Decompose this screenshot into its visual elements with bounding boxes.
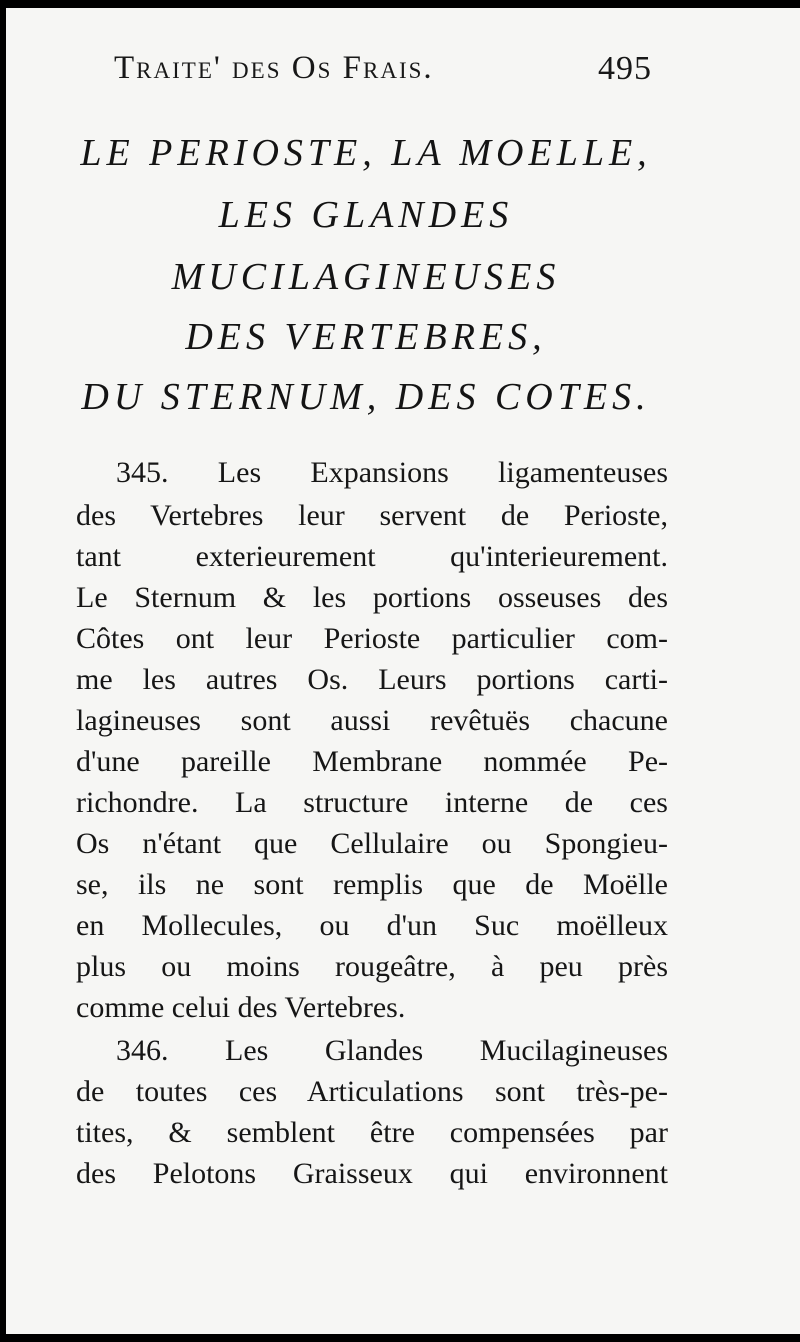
text-line: Le Sternum & les portions osseuses des [76, 581, 668, 614]
section-heading-line: LE PERIOSTE, LA MOELLE, [80, 132, 652, 174]
text-line: de toutes ces Articulations sont très-pe- [76, 1075, 668, 1108]
page-number: 495 [598, 50, 652, 87]
text-line: Côtes ont leur Perioste particulier com- [76, 622, 668, 655]
text-line: des Pelotons Graisseux qui environnent [76, 1157, 668, 1190]
section-heading-line: DES VERTEBRES, [185, 316, 547, 358]
text-line: en Mollecules, ou d'un Suc moëlleux [76, 909, 668, 942]
text-line: comme celui des Vertebres. [76, 991, 406, 1024]
text-line: des Vertebres leur servent de Perioste, [76, 499, 668, 532]
text-line: me les autres Os. Leurs portions carti- [76, 663, 668, 696]
text-line: tites, & semblent être compensées par [76, 1116, 668, 1149]
text-line: tant exterieurement qu'interieurement. [76, 540, 668, 573]
running-title: Traite' des Os Frais. [114, 50, 434, 86]
text-line: 346. Les Glandes Mucilagineuses [116, 1034, 668, 1067]
book-page [6, 8, 800, 1334]
text-line: lagineuses sont aussi revêtuës chacune [76, 704, 668, 737]
text-line: Os n'étant que Cellulaire ou Spongieu- [76, 827, 668, 860]
text-line: 345. Les Expansions ligamenteuses [116, 456, 668, 489]
section-heading-line: DU STERNUM, DES COTES. [81, 376, 651, 418]
text-line: d'une pareille Membrane nommée Pe- [76, 745, 668, 778]
section-heading-line: MUCILAGINEUSES [171, 256, 561, 298]
text-line: se, ils ne sont remplis que de Moëlle [76, 868, 668, 901]
running-head [114, 50, 704, 100]
text-line: plus ou moins rougeâtre, à peu près [76, 950, 668, 983]
section-heading-line: LES GLANDES [218, 194, 514, 236]
text-line: richondre. La structure interne de ces [76, 786, 668, 819]
